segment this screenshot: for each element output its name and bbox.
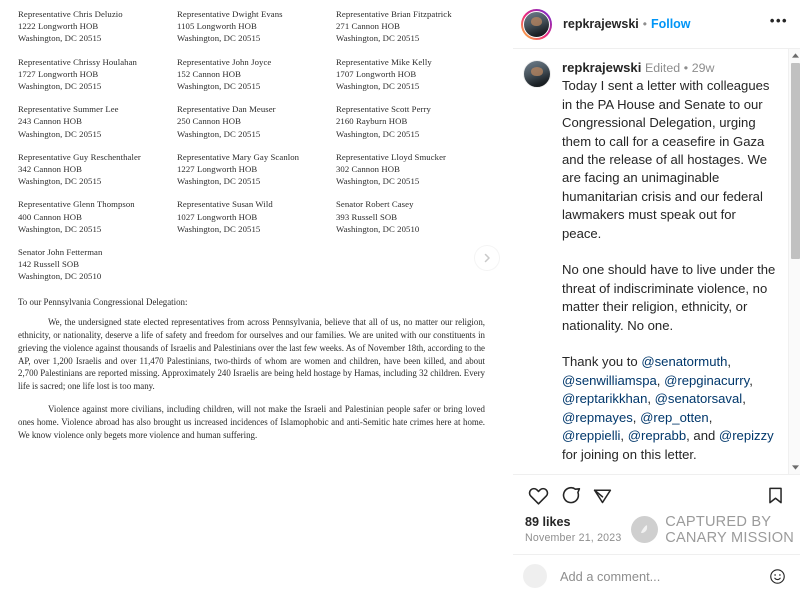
address-office: 2160 Rayburn HOB: [336, 116, 408, 127]
address-office: 302 Cannon HOB: [336, 164, 400, 175]
caret-up-icon: [792, 53, 799, 58]
mention-link[interactable]: @senatormuth: [641, 354, 728, 370]
post-header: [513, 0, 800, 49]
address-city: Washington, DC 20515: [18, 128, 102, 139]
recipient-address-block: [18, 56, 173, 93]
chevron-right-icon: [481, 252, 493, 264]
mention-link[interactable]: @repmayes: [562, 409, 633, 425]
mention-link[interactable]: @repizzy: [718, 428, 774, 444]
address-office: 1227 Longworth HOB: [177, 164, 258, 175]
caret-down-icon: [792, 465, 799, 470]
recipient-address-block: [336, 198, 491, 235]
heart-icon: [528, 485, 549, 506]
mention-link[interactable]: @senatorsaval: [654, 391, 743, 407]
caption-timestamp: 29w: [691, 61, 715, 75]
recipient-address-block: [177, 151, 332, 188]
address-name: Senator Robert Casey: [336, 199, 414, 210]
next-slide-button[interactable]: [474, 245, 500, 271]
address-city: Washington, DC 20515: [18, 176, 102, 187]
current-user-avatar: [523, 564, 547, 588]
recipient-address-block: [336, 103, 491, 140]
header-username[interactable]: repkrajewski: [563, 17, 639, 31]
caption-avatar[interactable]: [523, 60, 551, 88]
recipient-address-block: [18, 151, 173, 188]
mention-link[interactable]: @repginacurry: [664, 372, 750, 388]
watermark-line-2: CANARY MISSION: [665, 529, 794, 546]
letter-paragraph-2: Violence against more civilians, including children, will not make the Israeli and Palestinian people safer or bring loved ones home. Violence abroad has also brought us increased incidences of Islamophobic and anti-Semitic hate crimes here at home. We know violence only begets more violence and human suffering.: [18, 404, 485, 440]
profile-avatar[interactable]: [521, 9, 552, 40]
address-name: Senator John Fetterman: [18, 247, 103, 258]
emoji-picker-button[interactable]: [766, 565, 788, 587]
post-date: November 21, 2023: [525, 531, 622, 544]
comment-input[interactable]: [560, 569, 766, 584]
address-office: 271 Cannon HOB: [336, 21, 400, 32]
address-name: Representative Guy Reschenthaler: [18, 151, 141, 162]
scroll-down-arrow[interactable]: [789, 462, 801, 474]
caption-paragraph-2: No one should have to live under the threat of indiscriminate violence, no matter their religion, ethnicity, or nationality. No one.: [562, 262, 776, 333]
address-city: Washington, DC 20515: [177, 128, 261, 139]
like-button[interactable]: [525, 483, 551, 509]
address-office: 1727 Longworth HOB: [18, 68, 99, 79]
caption-edited-label: Edited: [644, 61, 681, 75]
mention-link[interactable]: @reppielli: [562, 428, 621, 444]
recipient-address-block: [18, 8, 173, 45]
recipient-address-block: [177, 103, 332, 140]
address-city: Washington, DC 20510: [18, 271, 102, 282]
address-name: Representative Glenn Thompson: [18, 199, 135, 210]
letter-salutation: To our Pennsylvania Congressional Delegation:: [18, 296, 188, 307]
caption-scrollbar[interactable]: [788, 49, 800, 474]
caption-block: [523, 59, 780, 464]
bookmark-icon: [766, 486, 785, 505]
letter-paragraph-1: We, the undersigned state elected representatives from across Pennsylvania, believe that all of us, no matter our religion, ethnicity, or nationality, deserve a life of safety and freedom for ourselves and our families. We are united with our constituents in grieving the violence against thousands of Israelis and Palestinians over the last few weeks. As of November 18th, according to the AP, over 1,200 Israelis and over 11,470 Palestinians, two-thirds of whom are women and children, have been killed, and about 2,700 Palestinians are reported missing. Approximately 240 Israelis are being held hostage by Hamas, including 32 children. Every life is sacred; one life lost is too many.: [18, 317, 485, 392]
address-city: Washington, DC 20515: [18, 223, 102, 234]
caption-text: [562, 59, 776, 464]
paper-plane-icon: [592, 485, 613, 506]
address-city: Washington, DC 20515: [336, 81, 420, 92]
address-city: Washington, DC 20515: [18, 81, 102, 92]
watermark-line-1: CAPTURED BY: [665, 513, 772, 530]
address-office: 243 Cannon HOB: [18, 116, 82, 127]
mention-link[interactable]: @reprabb: [627, 428, 687, 444]
scrollbar-thumb[interactable]: [791, 63, 800, 259]
address-name: Representative Lloyd Smucker: [336, 151, 447, 162]
recipient-address-block: [177, 198, 332, 235]
address-office: 142 Russell SOB: [18, 259, 80, 270]
address-office: 1105 Longworth HOB: [177, 21, 257, 32]
post-sidebar: [513, 0, 800, 546]
header-username-row: [563, 17, 691, 31]
address-city: Washington, DC 20515: [336, 128, 420, 139]
avatar-image: [523, 11, 550, 38]
address-office: 1222 Longworth HOB: [18, 21, 99, 32]
recipient-address-block: [177, 8, 332, 45]
recipient-address-block: [177, 56, 332, 93]
comment-bar: [513, 554, 800, 598]
mention-link[interactable]: @rep_otten: [640, 409, 709, 425]
caption-separator: •: [683, 61, 689, 75]
recipient-address-block: [336, 8, 491, 45]
address-name: Representative Mike Kelly: [336, 56, 432, 67]
comment-bubble-icon: [560, 485, 581, 506]
address-city: Washington, DC 20515: [177, 176, 261, 187]
recipient-address-block: [336, 56, 491, 93]
caption-region: [513, 49, 800, 474]
address-city: Washington, DC 20510: [336, 223, 420, 234]
address-name: Representative Summer Lee: [18, 104, 119, 115]
address-name: Representative Dan Meuser: [177, 104, 276, 115]
address-name: Representative John Joyce: [177, 56, 272, 67]
address-name: Representative Chrissy Houlahan: [18, 56, 137, 67]
save-button[interactable]: [762, 483, 788, 509]
scroll-up-arrow[interactable]: [789, 49, 801, 61]
address-name: Representative Susan Wild: [177, 199, 273, 210]
comment-button[interactable]: [557, 483, 583, 509]
smiley-icon: [769, 568, 786, 585]
action-buttons-row: [525, 483, 788, 509]
address-name: Representative Chris Deluzio: [18, 9, 123, 19]
address-city: Washington, DC 20515: [18, 33, 102, 44]
address-name: Representative Dwight Evans: [177, 9, 283, 19]
address-city: Washington, DC 20515: [336, 176, 420, 187]
caption-scroll-area: [513, 49, 788, 474]
caption-meta: [562, 59, 776, 77]
mention-link[interactable]: @reptarikkhan: [562, 391, 648, 407]
caption-paragraph-1: Today I sent a letter with colleagues in the PA House and Senate to our Congressional Delegation, urging them to call for a ceasefire in Gaza and the release of all hostages. We are facing an unimaginable humanitarian crisis and our federal lawmakers must speak out for peace.: [562, 78, 770, 241]
address-office: 393 Russell SOB: [336, 211, 398, 222]
follow-button[interactable]: Follow: [650, 17, 691, 31]
address-name: Representative Brian Fitzpatrick: [336, 9, 452, 19]
address-office: 152 Cannon HOB: [177, 68, 241, 79]
address-office: 400 Cannon HOB: [18, 211, 82, 222]
address-city: Washington, DC 20515: [177, 33, 261, 44]
recipient-address-block: [18, 103, 173, 140]
recipient-address-block: [18, 198, 173, 235]
share-button[interactable]: [589, 483, 615, 509]
recipient-address-block: [336, 151, 491, 188]
address-office: 1027 Longworth HOB: [177, 211, 258, 222]
address-name: Representative Mary Gay Scanlon: [177, 151, 300, 162]
mention-link[interactable]: @senwilliamspa: [562, 372, 657, 388]
caption-mentions-paragraph: Thank you to @senatormuth, @senwilliamspa, @repginacurry, @reptarikkhan, @senatorsaval, @repmayes, @rep_otten, @reppielli, @reprabb, and @repizzy for joining on this letter.: [562, 354, 774, 462]
post-actions-section: [513, 474, 800, 554]
address-city: Washington, DC 20515: [177, 81, 261, 92]
address-city: Washington, DC 20515: [177, 223, 261, 234]
address-city: Washington, DC 20515: [336, 33, 420, 44]
post-options-button[interactable]: •••: [769, 13, 789, 28]
recipient-address-grid: [18, 8, 491, 294]
address-office: 342 Cannon HOB: [18, 164, 82, 175]
recipient-address-block: [18, 246, 173, 283]
address-office: 1707 Longworth HOB: [336, 68, 417, 79]
caption-username[interactable]: repkrajewski: [562, 60, 642, 75]
header-separator: •: [642, 17, 647, 31]
address-office: 250 Cannon HOB: [177, 116, 241, 127]
address-name: Representative Scott Perry: [336, 104, 431, 115]
likes-count[interactable]: 89 likes: [525, 514, 571, 529]
